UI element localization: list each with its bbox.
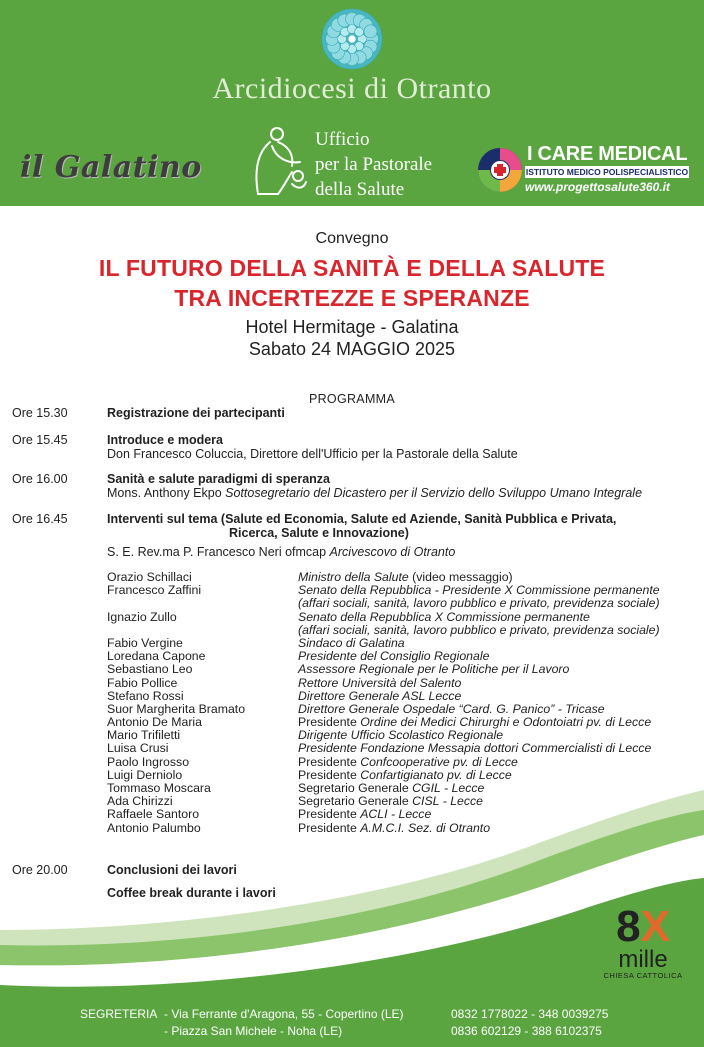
program-time: Ore 15.30: [12, 406, 68, 420]
speaker-name: Antonio De Maria: [107, 715, 203, 730]
speaker-role-italic: Ordine dei Medici Chirurghi e Odontoiatri pv. di Lecce: [360, 715, 652, 730]
il-galatino-logo: il Galatino: [20, 150, 202, 185]
speaker-name: Ada Chirizzi: [107, 794, 173, 809]
speaker-role-plain: Segretario Generale: [298, 781, 413, 795]
program-item-speaker-role: Arcivescovo di Otranto: [329, 545, 456, 559]
program-time: Ore 16.00: [12, 472, 68, 486]
i-care-medical-logo-icon: [476, 146, 524, 194]
speaker-name: Ignazio Zullo: [107, 609, 177, 624]
speaker-role-italic: Direttore Generale Ospedale “Card. G. Panico” - Tricase: [298, 701, 605, 716]
program-item-title: Introduce e modera: [107, 433, 223, 447]
speaker-name: Suor Margherita Bramato: [107, 701, 246, 716]
ufficio-line: Ufficio: [315, 129, 370, 150]
8xmille-logo: [598, 902, 688, 980]
program-item-title: Conclusioni dei lavori: [107, 863, 237, 877]
speaker-name: Fabio Vergine: [107, 635, 183, 650]
rosette-inner-petal: [355, 27, 364, 36]
speaker-role-italic: Rettore Università del Salento: [298, 675, 462, 690]
speaker-name: Antonio Palumbo: [107, 820, 201, 835]
rosette-center: [348, 35, 356, 43]
caregiver-icon: [248, 126, 310, 198]
speaker-role-italic: Senato della Repubblica - Presidente X Commissione permanente: [298, 583, 660, 598]
speaker-name: Raffaele Santoro: [107, 807, 200, 822]
speaker-role-plain: Presidente: [298, 820, 361, 835]
speaker-role-italic: Direttore Generale ASL Lecce: [298, 688, 462, 703]
i-care-medical-subtitle: ISTITUTO MEDICO POLISPECIALISTICO: [525, 167, 689, 177]
org-title: Arcidiocesi di Otranto: [212, 72, 492, 105]
program-time: Ore 16.45: [12, 512, 68, 526]
program-item-title: Interventi sul tema (Salute ed Economia, Salute ed Aziende, Sanità Pubblica e Privata,: [107, 512, 617, 526]
event-date-day: Sabato: [248, 339, 306, 359]
ufficio-line: della Salute: [315, 179, 405, 200]
event-date: [0, 339, 704, 360]
8xmille-chiesa: CHIESA CATTOLICA: [603, 971, 683, 980]
ufficio-line: per la Pastorale: [315, 154, 433, 175]
speaker-role-italic: Senato della Repubblica X Commissione permanente: [298, 609, 590, 624]
program-time: Ore 15.45: [12, 433, 68, 447]
speaker-role-italic: Presidente Fondazione Messapia dottori Commercialisti di Lecce: [298, 741, 652, 756]
speaker-role-italic: CGIL - Lecce: [412, 781, 485, 795]
event-title-line-1: IL FUTURO DELLA SANITÀ E DELLA SALUTE: [98, 255, 606, 281]
speaker-role-italic: Presidente del Consiglio Regionale: [298, 649, 490, 664]
speaker-role-italic: Ministro della Salute: [298, 570, 409, 584]
8xmille-number: [598, 902, 688, 951]
speaker-role-italic: Dirigente Ufficio Scolastico Regionale: [298, 728, 504, 743]
speaker-name: Fabio Pollice: [107, 675, 178, 690]
coffee-break-note: Coffee break durante i lavori: [107, 886, 276, 900]
8xmille-mille: mille: [618, 946, 668, 973]
speaker-role-plain: Presidente: [298, 807, 361, 822]
8xmille-eight: 8: [616, 902, 641, 951]
footer-phones-1: 0832 1778022 - 348 0039275: [451, 1007, 609, 1021]
event-date-value: 24 MAGGIO 2025: [311, 339, 456, 359]
rosette-window-icon: [320, 8, 384, 70]
speaker-name: Paolo Ingrosso: [107, 754, 190, 769]
speaker-name: Sebastiano Leo: [107, 662, 193, 677]
speaker-name: Loredana Capone: [107, 649, 206, 664]
speaker-name: Tommaso Moscara: [107, 781, 211, 795]
program-item-title: Sanità e salute paradigmi di speranza: [107, 472, 330, 486]
footer-address-1: - Via Ferrante d'Aragona, 55 - Copertino (LE): [164, 1007, 404, 1021]
i-care-medical-website[interactable]: www.progettosalute360.it: [525, 180, 670, 194]
speaker-name: Mario Trifiletti: [107, 728, 181, 743]
ufficio-pastorale-logo-text: [315, 127, 432, 202]
speaker-role-plain: Presidente: [298, 754, 361, 769]
program-item-speaker: Mons. Anthony Ekpo: [107, 486, 222, 500]
footer-label: SEGRETERIA: [80, 1007, 158, 1021]
speaker-role-italic: Assessore Regionale per le Politiche per il Lavoro: [298, 662, 570, 677]
header-banner: [0, 0, 704, 206]
speaker-role-italic: Confartigianato pv. di Lecce: [360, 767, 512, 782]
speaker-name: Luisa Crusi: [107, 741, 169, 756]
speaker-name: Francesco Zaffini: [107, 583, 202, 598]
event-title: [0, 253, 704, 313]
program-item-text: [107, 545, 455, 559]
speaker-name: Orazio Schillaci: [107, 570, 192, 584]
event-kicker: Convegno: [315, 230, 389, 247]
8xmille-x: X: [640, 902, 670, 951]
speaker-role-italic: (affari sociali, sanità, lavoro pubblico e privato, previdenza sociale): [298, 596, 660, 611]
footer-address-2: - Piazza San Michele - Noha (LE): [164, 1024, 343, 1038]
event-venue: Hotel Hermitage - Galatina: [245, 317, 459, 337]
program-item-title: Registrazione dei partecipanti: [107, 406, 285, 420]
event-title-line-2: TRA INCERTEZZE E SPERANZE: [174, 285, 530, 311]
speaker-role-italic: CISL - Lecce: [412, 794, 484, 809]
program-item-speaker-role: Sottosegretario del Dicastero per il Servizio dello Sviluppo Umano Integrale: [225, 486, 643, 500]
program-item-text: Don Francesco Coluccia, Direttore dell'Ufficio per la Pastorale della Salute: [107, 447, 518, 461]
speaker-role-italic: A.M.C.I. Sez. di Otranto: [360, 820, 491, 835]
speaker-name: Luigi Derniolo: [107, 767, 183, 782]
speaker-role-italic: ACLI - Lecce: [360, 807, 432, 822]
speaker-name: Stefano Rossi: [107, 688, 184, 703]
program-item-text: [107, 486, 642, 500]
i-care-medical-name: I CARE MEDICAL: [527, 143, 688, 165]
programma-heading: PROGRAMMA: [308, 392, 396, 406]
program-item-speaker: S. E. Rev.ma P. Francesco Neri ofmcap: [107, 545, 327, 559]
program-time: Ore 20.00: [12, 863, 68, 877]
speaker-role-plain: Segretario Generale: [298, 794, 413, 809]
rosette-petal: [364, 25, 377, 38]
speaker-role-plain: Presidente: [298, 715, 361, 730]
footer-phones-2: 0836 602129 - 388 6102375: [451, 1024, 602, 1038]
speaker-role-plain: (video messaggio): [408, 570, 513, 584]
program-item-title-cont: Ricerca, Salute e Innovazione): [229, 526, 409, 540]
speaker-role-italic: (affari sociali, sanità, lavoro pubblico e privato, previdenza sociale): [298, 622, 660, 637]
speaker-role-italic: Confcooperative pv. di Lecce: [360, 754, 518, 769]
speaker-role-italic: Sindaco di Galatina: [298, 635, 405, 650]
speaker-role-plain: Presidente: [298, 767, 361, 782]
